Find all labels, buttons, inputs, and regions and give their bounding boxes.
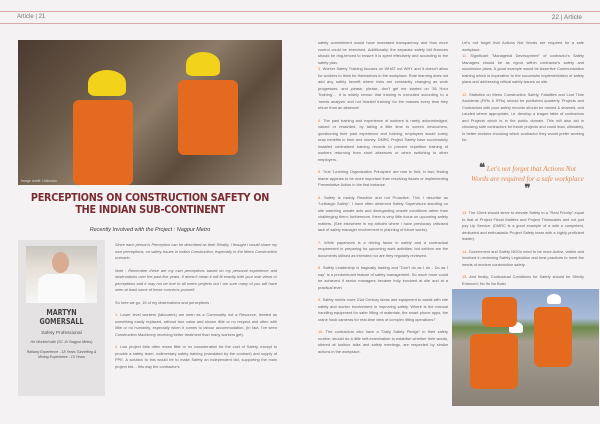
point-paragraph: safety commitment would have increased transparency and thus more control could be exercised. Additionally, the separate safety bid finances should be ring-fenced to ensure it is spent effectively and according to the safety plan. 3. Worker Safety Training focuses on WHAT not WHY and it doesn't allow for workers to think for themselves in the workplace. Rote learning does not add any safety benefit where risks are constantly changing as work progresses; and please, please, don't get me started on '36 Hour Training'… It is widely known that training is executed according to a 'needs analysis' and not 'blanket training' for the masses every time they return from an absence! — [318, 40, 448, 110]
photo-caption: Image credit: Unknown — [21, 179, 57, 183]
author-role: Safety Professional — [41, 330, 82, 335]
point-paragraph: 5. True 'Learning Organisation Principles' are rare to find; in fact, finding blame appears to be more important than resolving issues or implementing Preventative Action in the first instance. — [318, 169, 448, 187]
page-folio-right: 22 | Article — [551, 14, 582, 21]
header-rule-bottom-right — [300, 23, 600, 24]
point-paragraph: 6. Safety is mainly Reactive and not Proactive. This I describe as "Lethargic Safety". I have often observed Safety Supervisors standing on site watching unsafe acts and disregarding unsafe conditions rather than challenging them; furthermore, there is very little focus on upcoming safety matters. (See elsewhere in my articles where I have previously criticised lack of safety manager involvement in planning of future works). — [318, 194, 448, 232]
open-quote-icon: ❝ — [479, 162, 485, 174]
point-paragraph: 8. Safety Leadership is tragically lacking and "Don't do as I do - Do as I say" is a predominant feature of safety management. So much more could be achieved if senior managers became truly involved at site and at a practical level. — [318, 265, 448, 290]
header-rule-top — [0, 11, 300, 12]
helmet-shape — [186, 52, 220, 76]
article-subtitle: Recently Involved with the Project : Nagpur Metro — [89, 227, 211, 233]
note-paragraph: Note : Remember these are my own perceptions based on my personal experience and observations over the past five years. It doesn't mean it will fit exactly with your own views or perceptions and it may not be true in all metro projects but I am sure many of you will have seen at least some of these concerns yourself. — [115, 267, 277, 292]
point-paragraph: 2. Low project bids often mean little or no consideration for the cost of Safety, except to provide a safety team, rudimentary safety training (mandated by the contract) and supply of PPE. A solution to this would be to make Safety an independent bid, supporting the main project bid… this way the contractor's — [115, 344, 277, 369]
author-photo — [26, 246, 97, 303]
lead-paragraph: So here we go, 15 of my observations and perceptions : — [115, 299, 212, 305]
vest-shape — [73, 100, 133, 185]
page-folio-left: Article | 21 — [17, 14, 46, 20]
track-workers-photo — [452, 289, 599, 406]
author-name: MARTYN GOMERSALL — [39, 308, 84, 326]
right-text-column-lower — [462, 210, 584, 293]
vest-shape — [482, 297, 517, 327]
point-paragraph: 1. Lower level workers (labourers) are seen as a Commodity not a Resource, treated as something easily replaced, without true value and shown little or no respect and often with little or no humanity, especially when it comes to labour accommodation. (In fact, I've seen Construction Machinery receiving better treatment than many workers get). — [115, 312, 277, 337]
header-rule-bottom — [0, 23, 300, 24]
close-quote-icon: ❞ — [524, 183, 531, 195]
header-rule-top-right — [300, 11, 600, 12]
article-title: PERCEPTIONS ON CONSTRUCTION SAFETY ON THE INDIAN SUB-CONTINENT — [30, 192, 270, 216]
author-profile — [18, 240, 105, 396]
point-paragraph: 4. The past training and experience of workers is rarely acknowledged, valued or rewarded, by taking a little time to screen newcomers, questioning their past experience and training, employers would surely reap benefits in time and money. DMRC Project Safety have successfully installed centralised training records to prevent repetition training of workers returning from short absences or when switching to other employers. — [318, 117, 448, 162]
workers-photo — [18, 40, 282, 185]
point-paragraph: 12. Statistics on Metro Construction Safety, Fatalities and Lost Time Accidents (FIRs & IFRs) should be published quarterly. Projects and Contractors with poor safety records should be named & shamed, and Lauded where appropriate, i.e. develop a league table of contractors and Projects which is in the public domain. This will also aid in choosing safe contractors for future projects and could lead, ultimately, to better workers choosing which contractor they would prefer working for. — [462, 91, 584, 142]
vest-shape — [470, 334, 518, 389]
point-paragraph: 9. Safety needs more 21st Century ideas and equipment to assist with site safety and worker involvement in improving safety. Where is the manual handling equipment for safer lifting of materials, the smart phone apps, the crane hook cameras for real-time view of complex lifting operations? — [318, 297, 448, 322]
author-experience: Railway Experience - 18 Years Tunnelling & Mining Experience - 15 Years — [26, 350, 97, 359]
pull-quote: ❝ Let's not forget that Actions Not Words are required for a safe workplace ❞ — [471, 162, 584, 195]
point-paragraph: 15. And finally, Contractual Conditions for Safety should be Strictly Enforced; No Ifs No Buts! — [462, 274, 584, 286]
helmet-shape — [88, 70, 126, 96]
point-paragraph: 10. The contractors who have a "Daily Safety Pledge" in their safety routine, should do a little self-examination to establish whether their words, uttered at toolbox talks and safety meetings, are respected by similar actions in the workplace. — [318, 329, 448, 354]
point-paragraph: Let's not forget that Actions Not Words are required for a safe workplace. 11. Significant "Managerial Development" of contractor's Safety Managers should be as rigour within contractor's safety and succession plans. A good example would be Assertive Communication training which is imperative to the successful implementation of safety plans and addressing critical safety issues on site. — [462, 40, 584, 84]
right-text-column — [462, 40, 584, 150]
point-paragraph: 13. The Client should strive to elevate Safety to a "Real Priority" equal to that of Project Fiscal Matters and Project Timescales and not just pay Lip Service. (DMRC is a good example of a with a competent, dedicated and enthusiastic Project Safety team with a highly proficient leader). — [462, 210, 585, 241]
left-text-column — [115, 242, 277, 376]
vest-shape — [534, 307, 572, 367]
helmet-shape — [547, 294, 561, 304]
middle-text-column — [318, 40, 448, 361]
author-worked-with: He Worked with (SC JV Nagpur Metro) — [30, 340, 93, 344]
intro-paragraph: Since each person's Perception can be described as their Reality, I thought I would share my own perceptions, on safety issues in Indian Construction, especially in the Metro Construction scenario. — [115, 242, 277, 260]
vest-shape — [178, 80, 238, 155]
point-paragraph: 14. Government and Safety NGOs need to be more Active, visible and involved in reviewing Safety Legislation and best practices to meet the needs of modern construction safety. — [462, 248, 584, 267]
point-paragraph: 7. While paperwork is a driving factor in safety and a contractual requirement in preparing for upcoming work activities, but seldom are the documents utilised as intended nor are they regularly reviewed. — [318, 239, 448, 258]
